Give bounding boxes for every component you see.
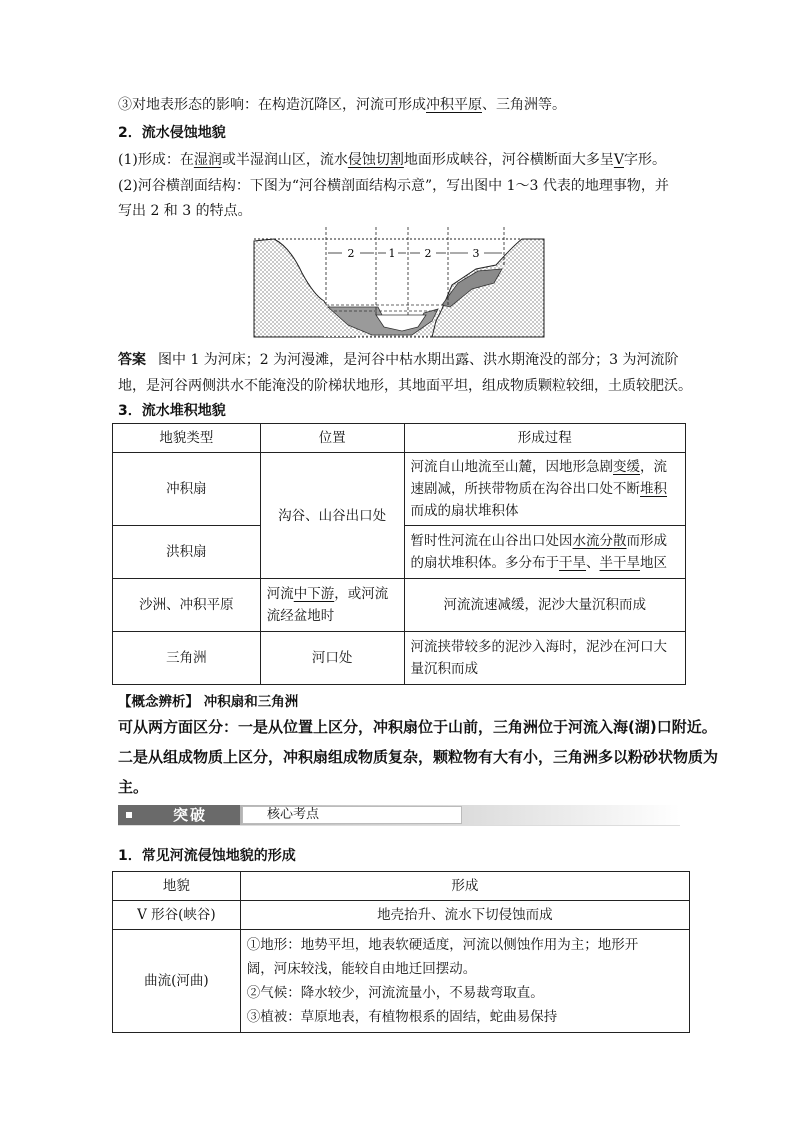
erosion-heading: 1．常见河流侵蚀地貌的形成: [118, 848, 296, 864]
formation-text-a: (1)形成：在: [118, 152, 194, 168]
sandbar-process: 河流流速减缓，泥沙大量沉积而成: [404, 579, 685, 632]
af-text-3: 而成的扇状堆积体: [410, 503, 519, 519]
formation-text-d: 字形。: [623, 152, 666, 168]
answer-line-1: [118, 350, 679, 370]
ff-u1: 水流分散: [572, 533, 627, 549]
delta-name: 三角洲: [113, 632, 261, 685]
header-landform: 地貌类型: [113, 424, 261, 453]
section-banner: [118, 805, 680, 825]
ff-text-1: 暂时性河流在山谷出口处因: [410, 533, 573, 549]
table-row: [113, 579, 686, 632]
flood-fan-process: [404, 526, 685, 579]
v-valley-formation: 地壳抬升、流水下切侵蚀而成: [240, 901, 689, 930]
table-row: [113, 453, 686, 526]
intro-underlined: 冲积平原: [426, 97, 482, 113]
diagram-label-2-right: 2: [424, 247, 432, 260]
alluvial-fan-process: [404, 453, 685, 526]
delta-location: 河口处: [260, 632, 404, 685]
sb-loc-1: 河流: [266, 586, 294, 602]
ff-text-2: 而形成的扇状堆积体。多分布于: [410, 533, 668, 571]
formation-text-c: 地面形成峡谷，河谷横断面大多呈: [403, 152, 614, 168]
header-location: 位置: [260, 424, 404, 453]
banner-divider: [118, 825, 680, 826]
ff-u3: 半干旱: [599, 555, 641, 571]
af-u1: 变缓: [613, 459, 641, 475]
meander-line-1: ①地形：地势平坦，地表软硬适度，河流以侧蚀作用为主；地形开: [246, 937, 639, 953]
sb-loc-u: 中下游: [293, 586, 335, 602]
diagram-label-3: 3: [472, 247, 480, 260]
flood-fan-name: 洪积扇: [113, 526, 261, 579]
meander-name: 曲流(河曲): [113, 930, 241, 1033]
banner-square-icon: [126, 812, 132, 818]
ground-right: [432, 239, 544, 337]
valley-cross-section-diagram: [252, 225, 552, 343]
table-row: [113, 632, 686, 685]
deposition-table: [112, 423, 686, 685]
delta-process: 河流挟带较多的泥沙入海时，泥沙在河口大量沉积而成: [404, 632, 685, 685]
meander-line-3: ②气候：降水较少，河流流量小，不易裁弯取直。: [246, 985, 544, 1001]
table-header-row: [113, 424, 686, 453]
af-text-1: 河流自山地流至山麓，因地形急剧: [410, 459, 614, 475]
ff-text-4: 地区: [640, 555, 668, 571]
formation-u1: 湿润: [193, 152, 222, 168]
formation-u2: 侵蚀切割: [347, 152, 404, 168]
table-row: [113, 901, 690, 930]
table-row: [113, 930, 690, 1033]
af-u2: 堆积: [640, 481, 668, 497]
section2-heading: 2．流水侵蚀地貌: [118, 125, 226, 141]
sandbar-location: [260, 579, 404, 632]
answer-text-1: 图中 1 为河床；2 为河漫滩，是河谷中枯水期出露、洪水期淹没的部分；3 为河流阶: [158, 352, 679, 368]
formation-text-b: 或半湿润山区，流水: [221, 152, 348, 168]
answer-label: 答案: [118, 352, 146, 368]
ff-text-3: 、: [586, 555, 600, 571]
erosion-header-formation: 形成: [240, 872, 689, 901]
diagram-label-2-left: 2: [347, 247, 355, 260]
concept-title: 【概念辨析】 冲积扇和三角洲: [118, 694, 299, 710]
intro-line: [118, 95, 566, 115]
shared-location: 沟谷、山谷出口处: [260, 453, 404, 579]
meander-formation: [240, 930, 689, 1033]
ff-u2: 干旱: [559, 555, 587, 571]
formation-u3: V: [613, 152, 624, 168]
erosion-table: [112, 871, 690, 1033]
formation-line: [118, 150, 666, 170]
v-valley-name: V 形谷(峡谷): [113, 901, 241, 930]
concept-line-1: 可从两方面区分：一是从位置上区分，冲积扇位于山前，三角洲位于河流入海(湖)口附近。: [118, 718, 717, 736]
header-process: 形成过程: [404, 424, 685, 453]
erosion-header-row: [113, 872, 690, 901]
af-text-2: ，流速剧减，所挟带物质在沟谷出口处不断: [410, 459, 668, 497]
banner-subtitle-box: [242, 806, 462, 824]
answer-line-2: 地，是河谷两侧洪水不能淹没的阶梯状地形，其地面平坦，组成物质颗粒较细，土质较肥沃。: [118, 378, 692, 394]
meander-line-2: 阔，河床较浅，能较自由地迁回摆动。: [246, 961, 477, 977]
alluvial-fan-name: 冲积扇: [113, 453, 261, 526]
sandbar-name: 沙洲、冲积平原: [113, 579, 261, 632]
banner-title: 突破: [172, 806, 207, 824]
sb-loc-2: ，或河流流经盆地时: [266, 586, 389, 624]
meander-line-4: ③植被：草原地表，有植物根系的固结，蛇曲易保持: [246, 1009, 558, 1025]
intro-text: ③对地表形态的影响：在构造沉降区，河流可形成: [118, 97, 426, 113]
profile-line-1: (2)河谷横剖面结构：下图为“河谷横剖面结构示意”，写出图中 1～3 代表的地理事物，并: [118, 178, 669, 194]
concept-line-2: 二是从组成物质上区分，冲积扇组成物质复杂，颗粒物有大有小，三角洲多以粉砂状物质为: [118, 748, 719, 766]
profile-line-2: 写出 2 和 3 的特点。: [118, 203, 252, 219]
concept-line-3: 主。: [118, 778, 149, 796]
diagram-label-1: 1: [388, 247, 396, 260]
banner-subtitle: 核心考点: [266, 807, 319, 822]
intro-text-end: 、三角洲等。: [482, 97, 566, 113]
erosion-header-landform: 地貌: [113, 872, 241, 901]
section3-heading: 3．流水堆积地貌: [118, 403, 226, 419]
